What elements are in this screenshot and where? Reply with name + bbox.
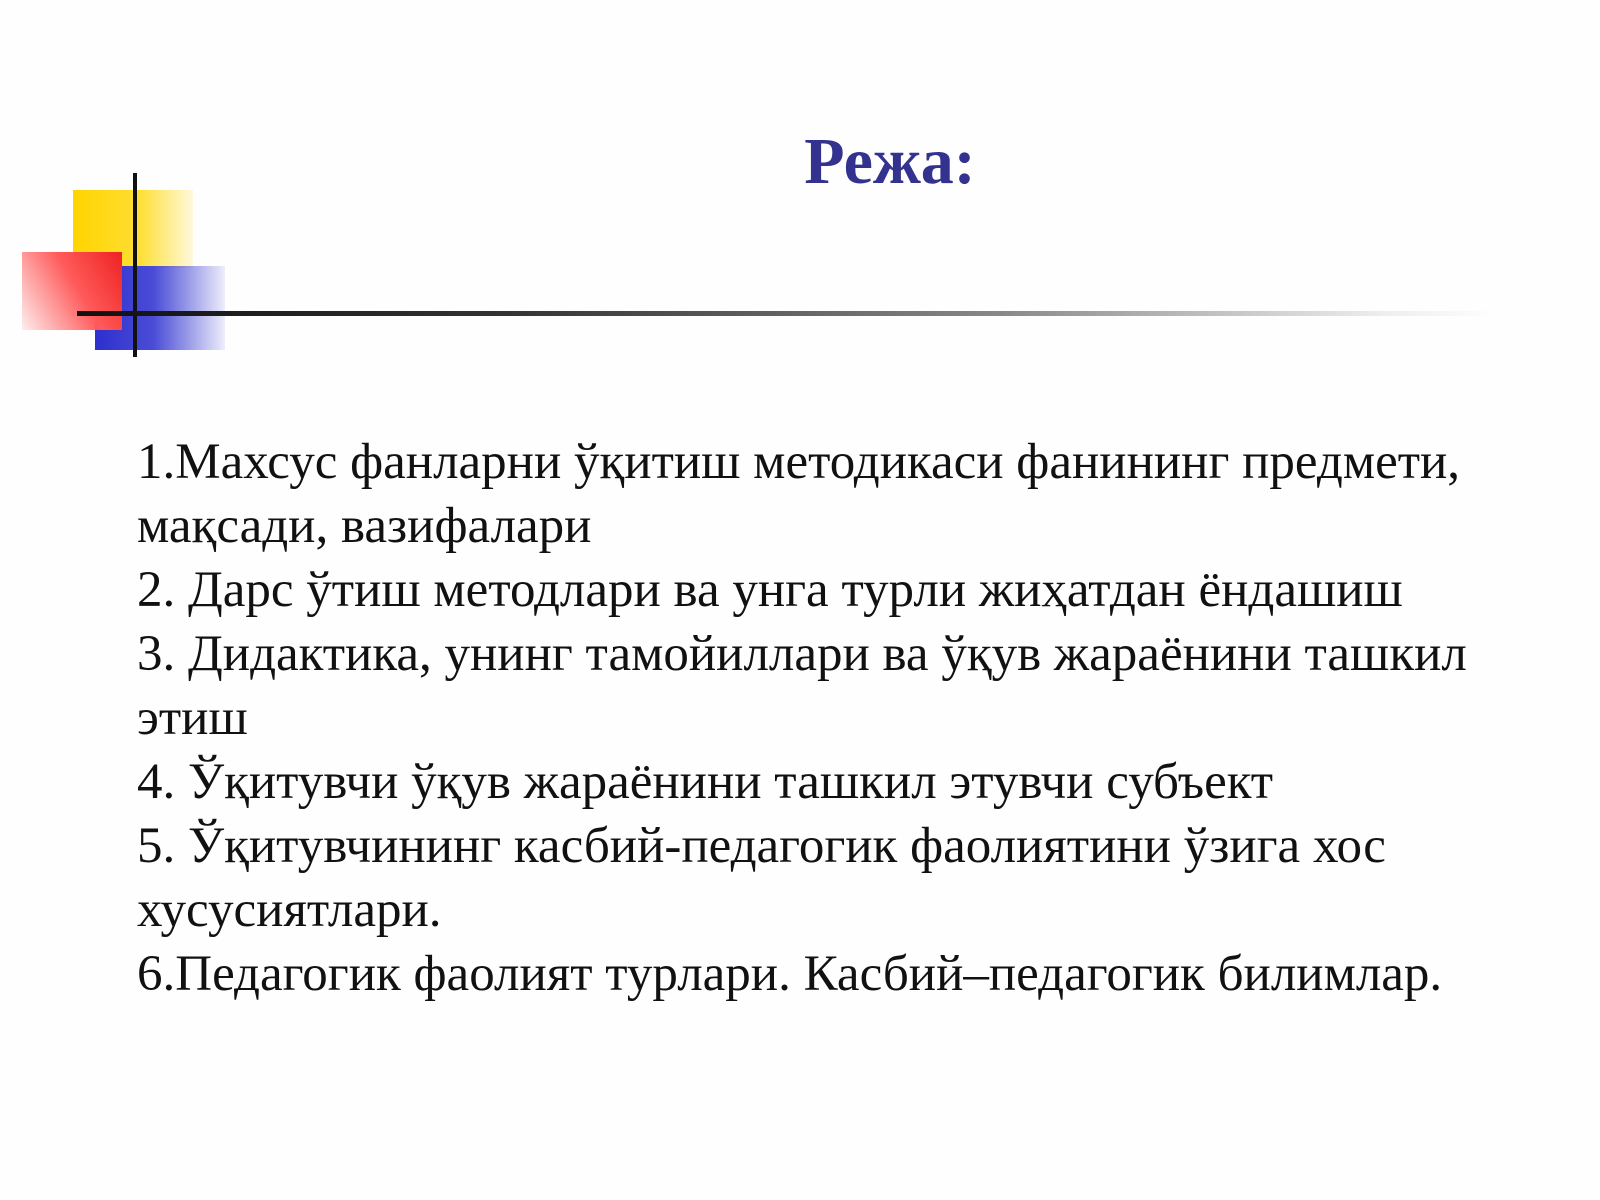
horizontal-rule: [77, 311, 1497, 316]
yellow-square: [73, 190, 193, 268]
red-square: [22, 252, 122, 330]
plan-item-5: 5. Ўқитувчининг касбий-педагогик фаолиятини ўзига хос хусусиятлари.: [137, 818, 1386, 938]
vertical-rule: [133, 173, 137, 357]
plan-item-6: 6.Педагогик фаолият турлари. Касбий–педагогик билимлар.: [137, 946, 1443, 1002]
plan-item-1: 1.Махсус фанларни ўқитиш методикаси фанининг предмети, мақсади, вазифалари: [137, 434, 1461, 554]
slide-title: Режа:: [804, 125, 976, 198]
plan-item-2: 2. Дарс ўтиш методлари ва унга турли жиҳатдан ёндашиш: [137, 562, 1403, 618]
plan-item-3: 3. Дидактика, унинг тамойиллари ва ўқув жараёнини ташкил этиш: [137, 626, 1467, 746]
plan-item-4: 4. Ўқитувчи ўқув жараёнини ташкил этувчи субъект: [137, 754, 1274, 810]
plan-list: [137, 430, 1557, 1006]
blue-square: [95, 266, 225, 350]
